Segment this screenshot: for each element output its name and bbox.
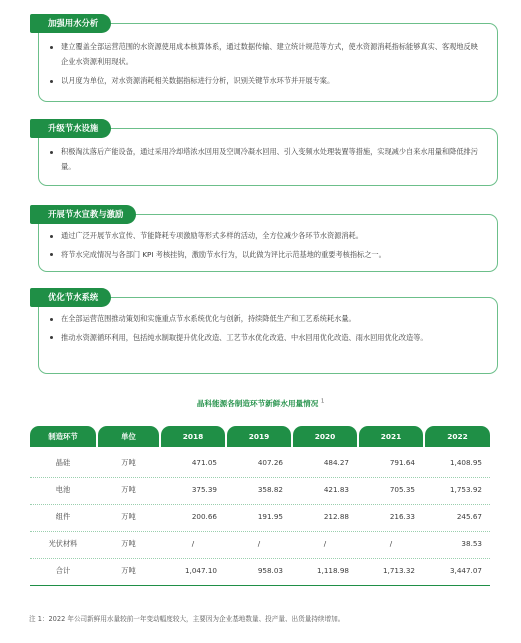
table-cell: 245.67 (456, 512, 482, 521)
table-cell: 万吨 (121, 512, 136, 521)
table-bottom-rule (30, 585, 490, 586)
table-cell: 1,408.95 (449, 458, 482, 467)
table-cell: 705.35 (389, 485, 415, 494)
table-cell: 375.39 (191, 485, 217, 494)
bullet-item: 积极淘汰落后产能设备，通过采用冷却塔浓水回用及空调冷凝水回用、引入变频水处理装置等措施，实现减少自来水用量和降低排污量。 (48, 145, 485, 174)
section-optimize-system (38, 288, 498, 374)
table-cell: 216.33 (389, 512, 415, 521)
table-cell: 421.83 (323, 485, 349, 494)
section-box (38, 128, 498, 186)
table-cell: 万吨 (121, 485, 136, 494)
header-cell: 2019 (227, 426, 291, 447)
bullet-item: 推动水资源循环利用，包括纯水制取提升优化改造、工艺节水优化改造、中水回用优化改造、雨水回用优化改造等。 (48, 331, 485, 346)
bullet-item: 以月度为单位，对水资源消耗相关数据指标进行分析，识别关键节水环节并开展专案。 (48, 74, 485, 89)
table-row (30, 478, 490, 502)
header-cell: 2018 (161, 426, 225, 447)
section-tag: 开展节水宣教与激励 (30, 205, 136, 224)
table-cell: 407.26 (257, 458, 283, 467)
table-cell: 1,753.92 (449, 485, 482, 494)
header-cell: 2021 (359, 426, 423, 447)
bullet-item: 通过广泛开展节水宣传、节能降耗专项激励等形式多样的活动，全方位减少各环节水资源消耗。 (48, 229, 485, 244)
table-cell: 791.64 (389, 458, 415, 467)
table-cell: 191.95 (257, 512, 283, 521)
table-cell: 1,713.32 (382, 566, 415, 575)
table-cell: 光伏材料 (48, 539, 78, 548)
section-tag: 优化节水系统 (30, 288, 111, 307)
table-cell: 958.03 (257, 566, 283, 575)
header-cell: 单位 (98, 426, 159, 447)
table-row (30, 532, 490, 556)
section-upgrade-facilities (38, 119, 498, 186)
table-title-footnote-marker: 1 (320, 398, 325, 405)
header-cell: 2022 (425, 426, 490, 447)
section-box (38, 23, 498, 102)
table-cell: 212.88 (323, 512, 349, 521)
table-cell: 1,047.10 (184, 566, 217, 575)
table-cell: 组件 (55, 512, 71, 521)
table-cell: / (257, 539, 261, 548)
table-cell: 471.05 (191, 458, 217, 467)
footnote: 注 1：2022 年公司新鲜用水量较前一年变动幅度较大，主要因为企业基地数量、投产量、出货量持续增加。 (29, 615, 345, 623)
section-education-incentives (38, 205, 498, 272)
table-cell: 万吨 (121, 566, 136, 575)
table-cell: 晶硅 (55, 458, 71, 467)
table-cell: 1,118.98 (316, 566, 349, 575)
table-row (30, 505, 490, 529)
table-title (0, 398, 521, 409)
table-row-total (30, 559, 490, 583)
bullet-item: 在全部运营范围推动策划和实施重点节水系统优化与创新，持续降低生产和工艺系统耗水量。 (48, 312, 485, 327)
table-cell: / (191, 539, 195, 548)
bullet-item: 建立覆盖全部运营范围的水资源使用成本核算体系，通过数据传输、建立统计规范等方式，使水资源消耗指标能够真实、客观地反映企业水资源利用现状。 (48, 40, 485, 69)
section-water-analysis (38, 14, 498, 102)
table-cell: / (389, 539, 393, 548)
header-cell: 2020 (293, 426, 357, 447)
table-cell: 万吨 (121, 539, 136, 548)
table-title-text: 晶科能源各制造环节新鲜水用量情况 (196, 399, 319, 408)
table-cell: 电池 (55, 485, 71, 494)
table-cell: 合计 (55, 566, 71, 575)
section-tag: 升级节水设施 (30, 119, 111, 138)
section-tag: 加强用水分析 (30, 14, 111, 33)
table-cell: 200.66 (191, 512, 217, 521)
table-row (30, 451, 490, 475)
table-cell: 万吨 (121, 458, 136, 467)
table-cell: 484.27 (323, 458, 349, 467)
table-cell: 38.53 (461, 539, 482, 548)
table-cell: 3,447.07 (449, 566, 482, 575)
bullet-item: 将节水完成情况与各部门 KPI 考核挂钩，激励节水行为，以此做为评比示范基地的重要考核指标之一。 (48, 248, 485, 263)
table-cell: / (323, 539, 327, 548)
section-box (38, 297, 498, 374)
table-cell: 358.82 (257, 485, 283, 494)
header-cell: 制造环节 (30, 426, 96, 447)
